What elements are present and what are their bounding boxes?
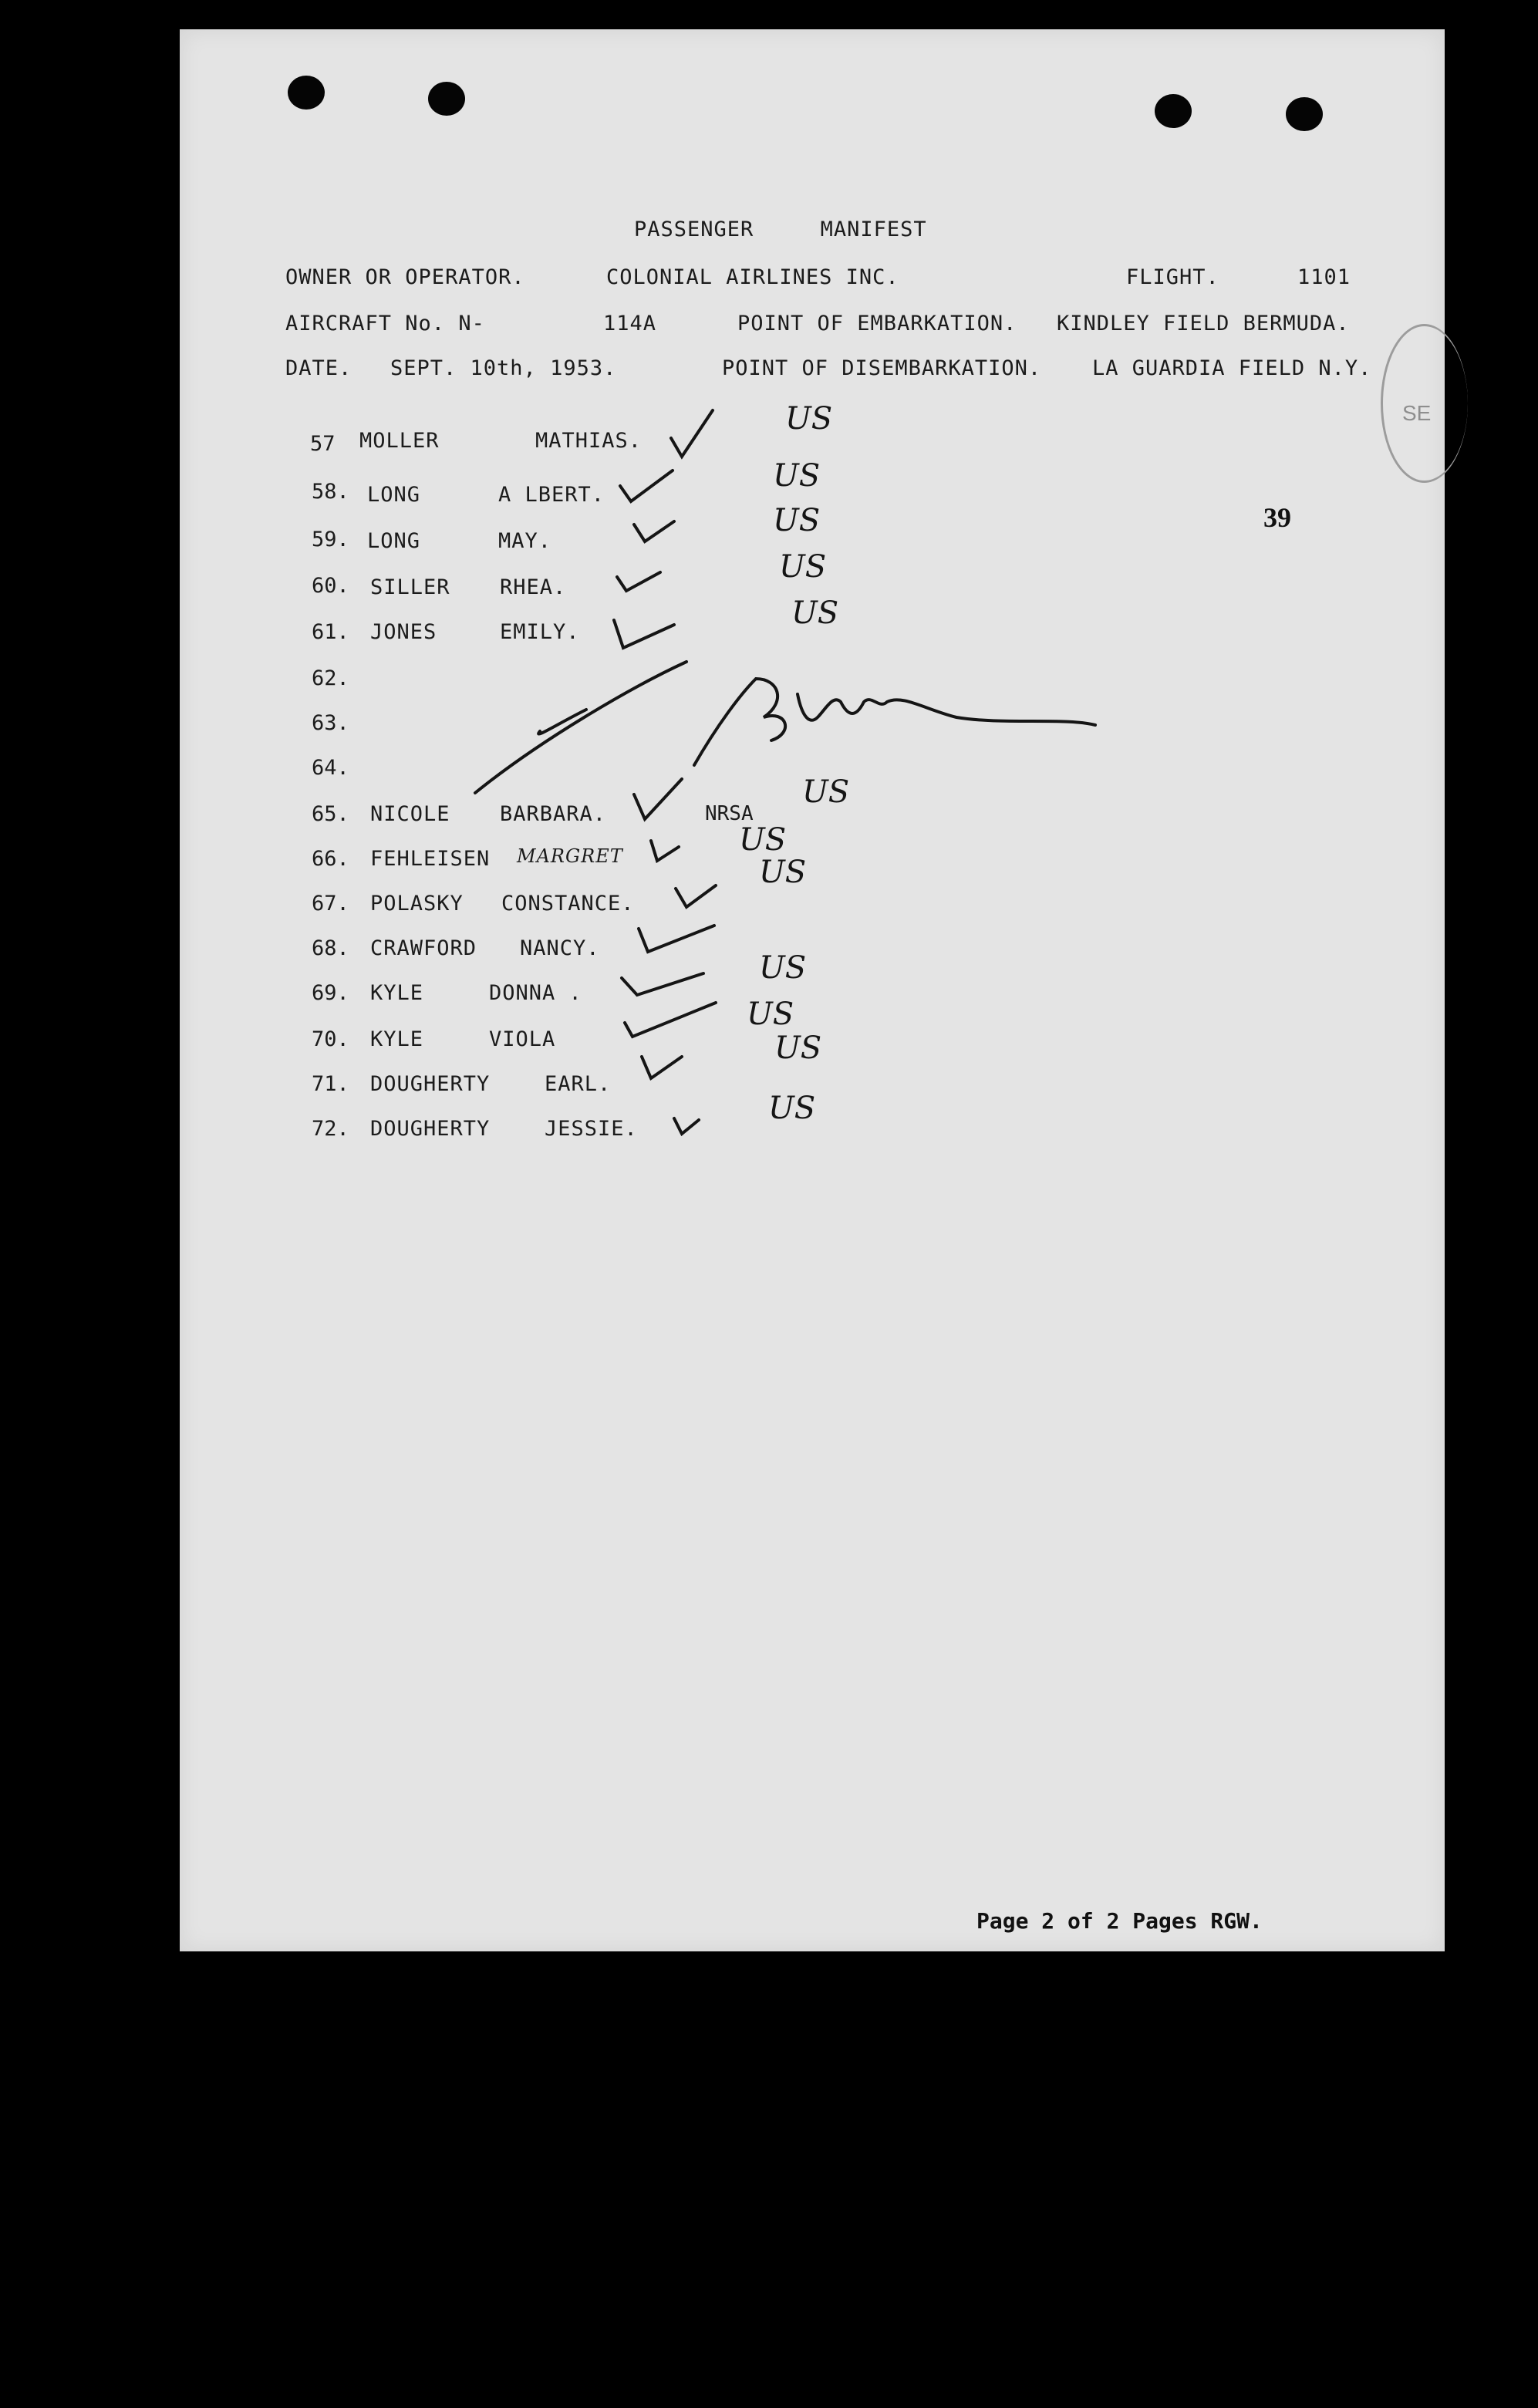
embarkation-value: KINDLEY FIELD BERMUDA. [1057,312,1350,336]
check-mark [674,1118,699,1134]
row-number: 69. [312,981,349,1005]
owner-label: OWNER OR OPERATOR. [285,265,525,289]
row-number: 60. [312,574,349,598]
passenger-last-name: MOLLER [359,429,440,453]
row-number: 70. [312,1027,349,1051]
passenger-first-name: JESSIE. [545,1117,638,1141]
passenger-first-name: A LBERT. [498,483,605,507]
passenger-last-name: SILLER [370,575,450,599]
passenger-first-name: MARGRET [517,845,623,867]
handwritten-mark: US [768,1091,816,1126]
row-number: 65. [312,802,349,826]
row-number: 62. [312,666,349,690]
check-mark [620,470,673,501]
handwritten-mark: US [773,458,821,494]
passenger-first-name: EMILY. [500,620,580,644]
signature-stroke [694,679,785,765]
passenger-note: NRSA [705,802,754,825]
row-number: 67. [312,892,349,916]
aircraft-value: 114A [603,312,657,336]
passenger-last-name: DOUGHERTY [370,1072,491,1096]
passenger-last-name: CRAWFORD [370,936,477,960]
passenger-last-name: LONG [367,529,421,553]
check-mark [642,1057,682,1078]
passenger-last-name: JONES [370,620,437,644]
handwritten-mark: US [785,401,833,437]
passenger-last-name: LONG [367,483,421,507]
handwritten-mark: US [779,549,827,585]
disembarkation-label: POINT OF DISEMBARKATION. [722,356,1042,380]
passenger-first-name: EARL. [545,1072,612,1096]
passenger-first-name: VIOLA [489,1027,556,1051]
flight-label: FLIGHT. [1126,265,1219,289]
passenger-first-name: MATHIAS. [535,429,643,453]
row-number: 64. [312,756,349,780]
sheet-number: 39 [1263,502,1291,533]
passenger-first-name: MAY. [498,529,552,553]
handwritten-mark: US [739,822,787,858]
row-number: 68. [312,936,349,960]
check-mark [651,841,679,861]
stamp-text: SE [1402,401,1432,425]
check-mark [639,926,714,952]
signature-stroke [798,694,1095,725]
handwritten-mark: US [802,774,850,810]
check-mark [634,779,682,819]
row-number: 58. [312,480,349,504]
passenger-first-name: CONSTANCE. [501,892,635,916]
passenger-last-name: FEHLEISEN [370,847,491,871]
row-number: 72. [312,1117,349,1141]
row-number: 66. [312,847,349,871]
check-mark [625,1003,716,1037]
check-mark [614,620,674,648]
passenger-last-name: NICOLE [370,802,450,826]
check-mark [622,973,703,995]
handwritten-mark: US [747,997,794,1032]
check-mark [671,410,713,457]
handwritten-mark: US [791,595,839,631]
disembarkation-value: LA GUARDIA FIELD N.Y. [1092,356,1372,380]
passenger-last-name: KYLE [370,981,424,1005]
owner-value: COLONIAL AIRLINES INC. [606,265,899,289]
passenger-first-name: BARBARA. [500,802,607,826]
row-number: 57 [310,432,336,456]
passenger-last-name: KYLE [370,1027,424,1051]
check-mark [676,885,716,907]
handwritten-mark: US [759,855,807,890]
flight-value: 1101 [1297,265,1351,289]
handwritten-mark: US [774,1030,822,1066]
passenger-last-name: POLASKY [370,892,464,916]
handwritten-mark: US [773,503,821,538]
passenger-first-name: RHEA. [500,575,567,599]
handwritten-mark: US [759,950,807,986]
aircraft-label: AIRCRAFT No. N- [285,312,485,336]
passenger-last-name: DOUGHERTY [370,1117,491,1141]
row-number: 59. [312,528,349,551]
passenger-first-name: DONNA . [489,981,582,1005]
check-mark [634,521,674,541]
row-number: 63. [312,711,349,735]
row-number: 61. [312,620,349,644]
page-footer: Page 2 of 2 Pages RGW. [976,1908,1263,1934]
check-mark [617,572,660,591]
manifest-title: PASSENGER MANIFEST [634,218,927,241]
date-value: SEPT. 10th, 1953. [390,356,617,380]
passenger-first-name: NANCY. [520,936,600,960]
signature-stroke [475,662,686,793]
date-label: DATE. [285,356,352,380]
embarkation-label: POINT OF EMBARKATION. [737,312,1017,336]
row-number: 71. [312,1072,349,1096]
